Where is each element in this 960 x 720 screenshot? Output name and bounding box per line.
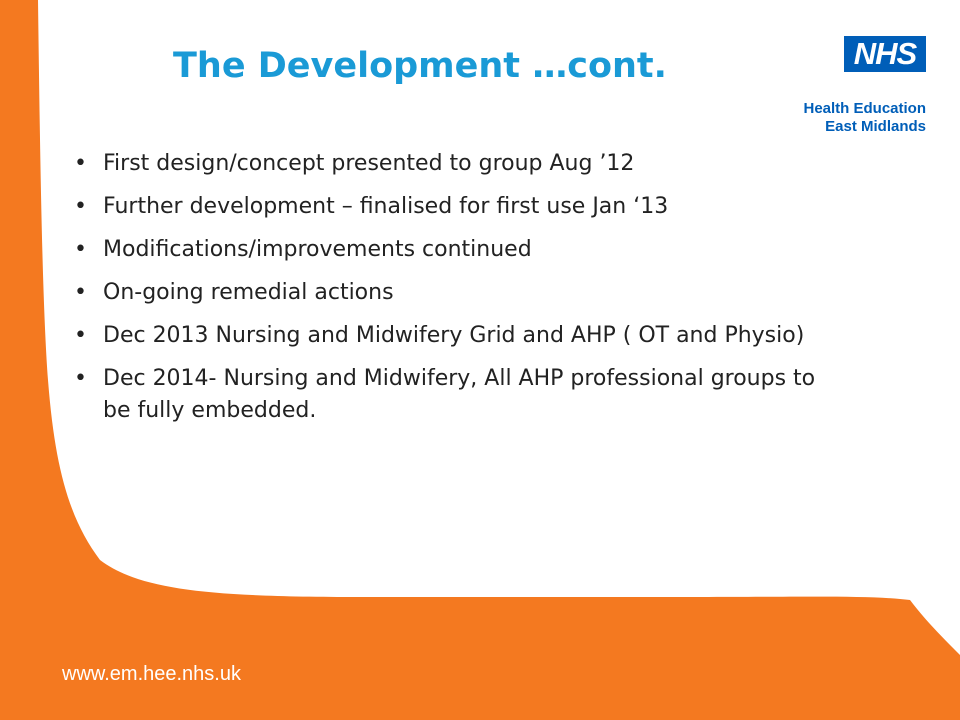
bullet-dot-icon: • [74, 237, 87, 262]
orange-swoosh-accent [925, 655, 960, 720]
bullet-list [64, 148, 844, 438]
bullet-dot-icon: • [74, 280, 87, 305]
bullet-dot-icon: • [74, 151, 87, 176]
bullet-dot-icon: • [74, 323, 87, 348]
bullet-text: Further development – finalised for first use Jan ‘13 [103, 194, 669, 219]
bullet-item [64, 320, 844, 352]
nhs-hee-logo [800, 36, 930, 146]
footer-url-link[interactable]: www.em.hee.nhs.uk [62, 663, 241, 685]
bullet-text: On-going remedial actions [103, 280, 394, 305]
bullet-item [64, 191, 844, 223]
nhs-logo-box: NHS [844, 36, 926, 72]
bullet-text: First design/concept presented to group Aug ’12 [103, 151, 635, 176]
bullet-dot-icon: • [74, 366, 87, 391]
bullet-text: Dec 2013 Nursing and Midwifery Grid and AHP ( OT and Physio) [103, 323, 805, 348]
logo-line-east-midlands: East Midlands [825, 118, 926, 135]
logo-line-health-education: Health Education [803, 100, 926, 117]
bullet-item [64, 234, 844, 266]
bullet-item [64, 363, 844, 427]
bullet-item [64, 277, 844, 309]
slide-title: The Development …cont. [173, 46, 667, 86]
bullet-text: Modifications/improvements continued [103, 237, 532, 262]
bullet-text: Dec 2014- Nursing and Midwifery, All AHP professional groups to be fully embedded. [103, 366, 816, 423]
bullet-item [64, 148, 844, 180]
bullet-dot-icon: • [74, 194, 87, 219]
